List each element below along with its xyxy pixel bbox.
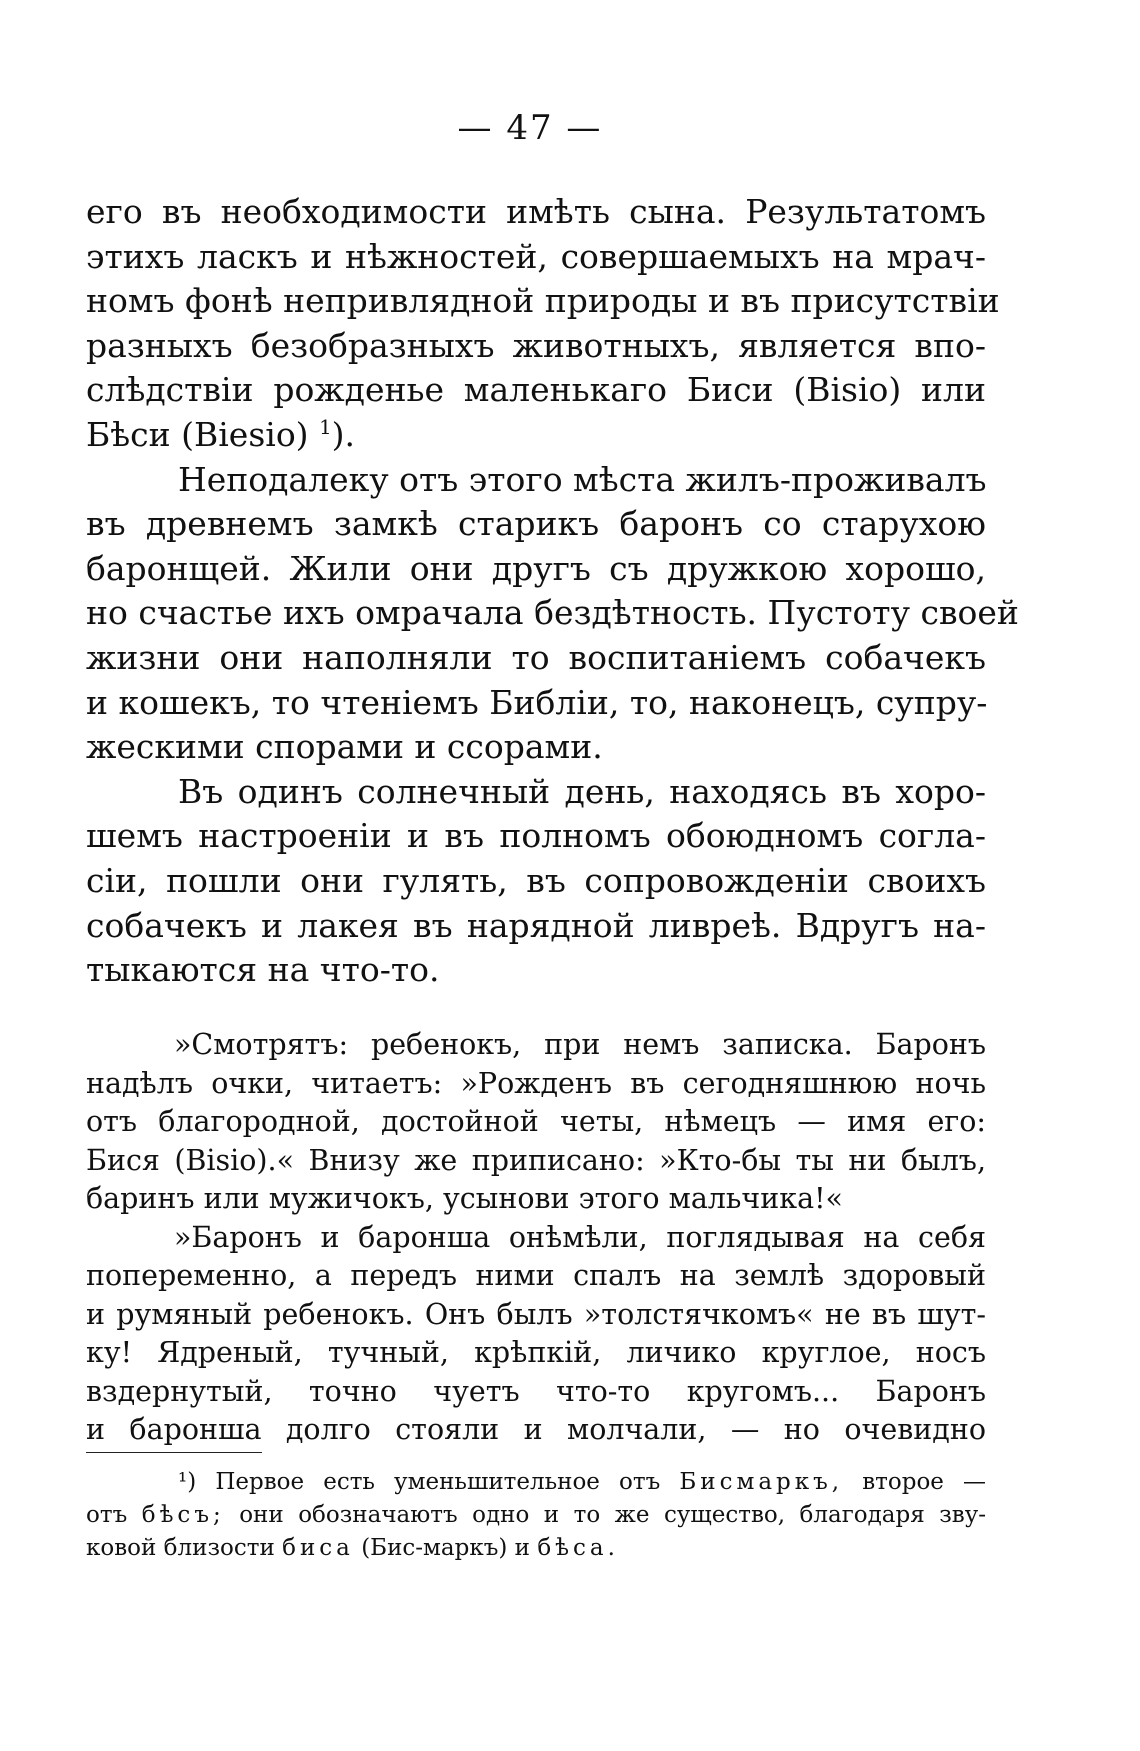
footnote-reference: 1 [319, 415, 332, 439]
text-line: этихъ ласкъ и нѣжностей, совершаемыхъ на мрач- [86, 236, 986, 276]
text-line: но счастье ихъ омрачала бездѣтность. Пустоту своей [86, 593, 1019, 633]
text-line: шемъ настроеніи и въ полномъ обоюдномъ согла- [86, 816, 986, 856]
paragraph-1 [86, 190, 1000, 458]
text-line: баринъ или мужичокъ, усынови этого мальчика!« [86, 1182, 843, 1215]
text-line: Неподалеку отъ этого мѣста жилъ-проживалъ [178, 459, 987, 499]
text-line: и баронша долго стояли и молчали, — но очевидно [86, 1413, 986, 1446]
footnote-line [86, 1499, 986, 1532]
text-line: Бися (Bisio).« Внизу же приписано: »Кто-бы ты ни былъ, [86, 1143, 986, 1177]
text-line: и кошекъ, то чтеніемъ Библіи, то, наконецъ, супру- [86, 682, 988, 722]
text-line: отъ благородной, достойной четы, нѣмецъ — имя его: [86, 1105, 986, 1138]
quoted-text [86, 1026, 986, 1450]
text-fragment: Первое есть уменьшительное отъ [215, 1469, 661, 1495]
text-fragment: ). [331, 414, 356, 454]
text-line: попеременно, а передъ ними спалъ на землѣ здоровый [86, 1259, 986, 1292]
text-line: »Смотрятъ: ребенокъ, при немъ записка. Баронъ [174, 1028, 986, 1061]
text-fragment: второе — [862, 1469, 987, 1495]
text-line: номъ фонѣ непривлядной природы и въ присутствіи [86, 281, 1000, 321]
text-line: баронщей. Жили они другъ съ дружкою хорошо, [86, 548, 986, 588]
paragraph-2 [86, 458, 1019, 770]
text-line: »Баронъ и баронша онѣмѣли, поглядывая на себя [174, 1220, 986, 1254]
text-line: и румяный ребенокъ. Онъ былъ »толстячкомъ« не въ шут- [86, 1297, 986, 1331]
spaced-text: биса [282, 1535, 354, 1561]
text-line: разныхъ безобразныхъ животныхъ, является впо- [86, 325, 986, 365]
footnote-line [86, 1532, 986, 1565]
text-line: въ древнемъ замкѣ старикъ баронъ со старухою [86, 504, 986, 544]
paragraph-3 [86, 770, 986, 993]
footnote [86, 1466, 986, 1565]
main-text [86, 190, 1019, 993]
text-line: собачекъ и лакея въ нарядной ливреѣ. Вдругъ на- [86, 905, 986, 945]
text-line: жескими спорами и ссорами. [86, 727, 603, 767]
footnote-marker: ¹) [178, 1469, 197, 1495]
spaced-text: Бисмаркъ, [679, 1469, 844, 1495]
spaced-text: бѣса. [537, 1535, 619, 1561]
text-fragment: Бѣси (Biesio) [86, 414, 309, 454]
page-number: — 47 — [457, 108, 603, 148]
footnote-line [86, 1466, 986, 1499]
text-fragment: отъ [86, 1502, 128, 1528]
footnote-divider [86, 1452, 262, 1453]
text-line: тыкаются на что-то. [86, 950, 440, 990]
text-line: Въ одинъ солнечный день, находясь въ хоро- [178, 771, 986, 811]
text-line: ку! Ядреный, тучный, крѣпкій, личико круглое, носъ [86, 1336, 986, 1369]
text-line: вздернутый, точно чуетъ что-то кругомъ... Баронъ [86, 1374, 986, 1408]
text-line: слѣдствіи рожденье маленькаго Биси (Bisio) или [86, 370, 986, 410]
text-line: надѣлъ очки, читаетъ: »Рожденъ въ сегодняшнюю ночь [86, 1066, 986, 1100]
spaced-text: бѣсъ; [141, 1502, 225, 1528]
text-fragment: ковой близости [86, 1535, 275, 1561]
text-fragment: они обозначаютъ одно и то же существо, благодаря зву- [239, 1502, 987, 1528]
quote-paragraph-1 [86, 1026, 986, 1219]
quote-paragraph-2 [86, 1219, 986, 1450]
text-line [86, 413, 986, 458]
text-line: жизни они наполняли то воспитаніемъ собачекъ [86, 637, 986, 677]
text-line: его въ необходимости имѣть сына. Результатомъ [86, 192, 986, 231]
text-line: сіи, пошли они гулять, въ сопровожденіи своихъ [86, 860, 986, 900]
text-fragment: (Бис-маркъ) и [361, 1535, 530, 1561]
